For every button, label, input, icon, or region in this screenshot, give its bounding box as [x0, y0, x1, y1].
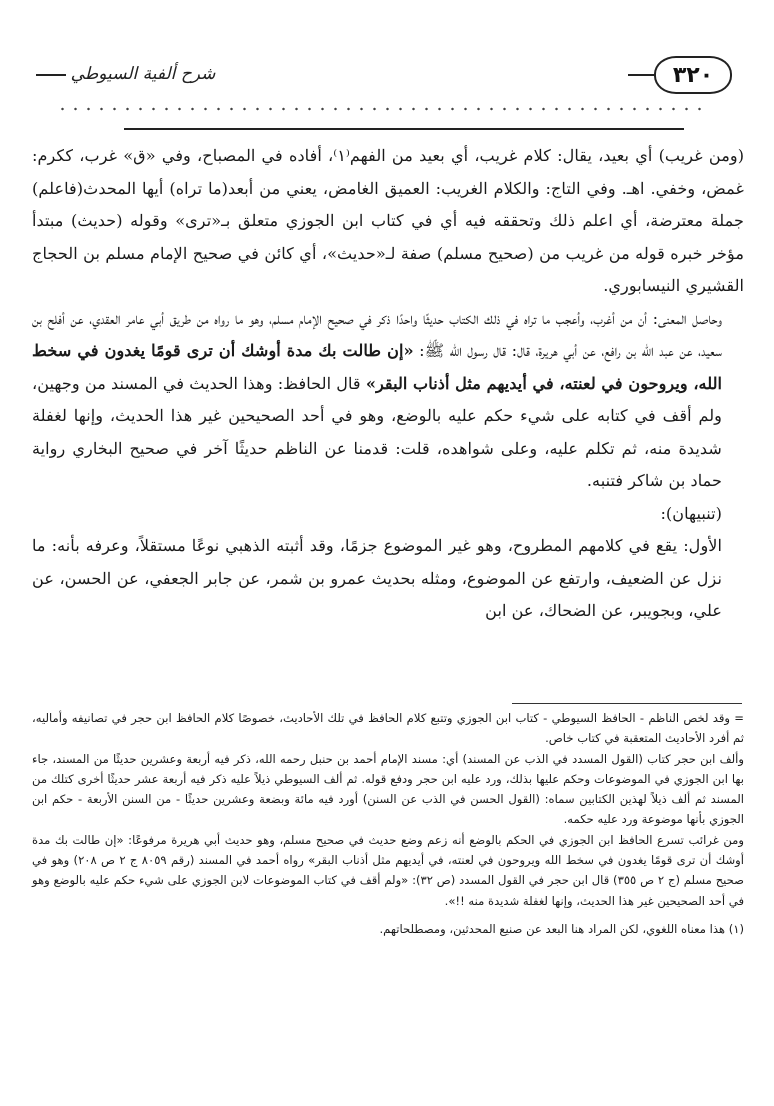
footnote-paragraph: ومن غرائب تسرع الحافظ ابن الجوزي في الحكم بالوضع أنه زعم وضع حديث في صحيح مسلم، وهو حديث أبي هريرة مرفوعًا: «إن طالت بك مدة أوشك أن ترى قومًا يغدون في سخط الله ويروحون في لعنته، في أيديهم مثل أذناب البقر» رواه أحمد في المسند (رقم ٨٠٥٩ ج ٢ ص ٢٠٨) وهو في صحيح مسلم (ج ٢ ص ٣٥٥) قال ابن حجر في القول المسدد (ص ٣٢): «ولم أقف في كتاب الموضوعات لابن الجوزي على شيء حكم عليه بالوضع وهو في أحد الصحيحين غير هذا الحديث، وإنها لغفلة شديدة منه !!».	[32, 832, 745, 908]
footnotes	[32, 708, 744, 939]
book-title: شرح ألفية السيوطي	[70, 64, 216, 84]
footnote-continuation: = وقد لخص الناظم - الحافظ السيوطي - كتاب ابن الجوزي وتتبع كلام الحافظ في تلك الأحاديث، خصوصًا كلام الحافظ ابن حجر في تصانيفه وأماليه، ثم أفرد الأحاديث المتعقبة في كتاب خاص.	[32, 711, 744, 746]
header-rule	[628, 74, 656, 76]
section-heading-notes: (تنبيهان):	[660, 503, 722, 523]
paragraph-meaning-rest: قال الحافظ: وهذا الحديث في المسند من وجهين، ولم أقف في كتابه على شيء حكم عليه بالوضع، وهو في أحد الصحيحين غير هذا الحديث، وإنها لغفلة شديدة منه، ثم تكلم عليه، وعلى شواهده، قلت: قدمنا عن الناظم حديثًا آخر في صحيح البخاري رواية حماد بن شاكر فتنبه.	[32, 373, 722, 490]
paragraph-definition: (ومن غريب) أي بعيد، يقال: كلام غريب، أي بعيد من الفهم⁽١⁾، أفاده في المصباح، وفي «ق» غرب، ككرم: غمض، وخفي. اهـ. وفي التاج: والكلام الغريب: العميق الغامض، يعني من أبعد(ما تراه) أيها المحدث(فاعلم) جملة معترضة، أي اعلم ذلك وتحققه فيه أي في كتاب ابن الجوزي متعلق بـ«ترى» وقوله (حديث) مبتدأ مؤخر خبره قوله من غريب من (صحيح مسلم) صفة لـ«حديث»، أي كائن في صحيح الإمام مسلم بن الحجاج القشيري النيسابوري.	[32, 146, 745, 295]
header-divider	[124, 128, 684, 130]
footnote-separator	[512, 703, 742, 704]
footnote-1: (١) هذا معناه اللغوي، لكن المراد هنا البعد عن صنيع المحدثين، ومصطلحاتهم.	[379, 921, 744, 936]
page-header	[36, 46, 742, 106]
page-number: ٣٢٠	[654, 56, 732, 94]
main-text	[32, 140, 744, 628]
paragraph-meaning-intro: وحاصل المعنى: أن من أغرب، وأعجب ما تراه في ذلك الكتاب حديثًا واحدًا ذكر في صحيح الإمام مسلم، وهو ما رواه من طريق أبي عامر العقدي، عن أفلح بن سعيد، عن عبد الله بن رافع، عن أبي هريرة، قال: قال رسول الله ﷺ:	[32, 308, 722, 360]
header-rule	[36, 74, 66, 76]
dotted-separator	[56, 106, 706, 112]
paragraph-meaning	[32, 303, 744, 498]
footnote-paragraph: وألف ابن حجر كتاب (القول المسدد في الذب عن المسند) أي: مسند الإمام أحمد بن حنبل رحمه الله، ذكر فيه أربعة وعشرين حديثًا من المسند، جاء بها ابن الجوزي في الموضوعات وحكم عليها بذلك، ورد عليه ابن حجر ودفع قوله. ثم ألف السيوطي ذيلاً عليه ذكر فيه أربعة عشر حديثًا أخرى كتلك من المسند ثم ألف ذيلاً لهذين الكتابين سماه: (القول الحسن في الذب عن السنن) أورد فيه مائة وبضعة وعشرين حديثًا - من السنن الأربعة - حكم ابن الجوزي بأنها موضوعة ورد عليه حكمه.	[32, 751, 744, 827]
paragraph-first-note: الأول: يقع في كلامهم المطروح، وهو غير الموضوع جزمًا، وقد أثبته الذهبي نوعًا مستقلاً، وعرفه بأنه: ما نزل عن الضعيف، وارتفع عن الموضوع، ومثله بحديث عمرو بن شمر، عن جابر الجعفي، عن الحسن، عن علي، وبجويبر، عن الضحاك، عن ابن	[32, 536, 722, 620]
hadith-quote: «إن طالت بك مدة أوشك أن ترى قومًا يغدون في سخط الله، ويروحون في لعنته، في أيديهم مثل أذناب البقر»	[32, 341, 723, 393]
